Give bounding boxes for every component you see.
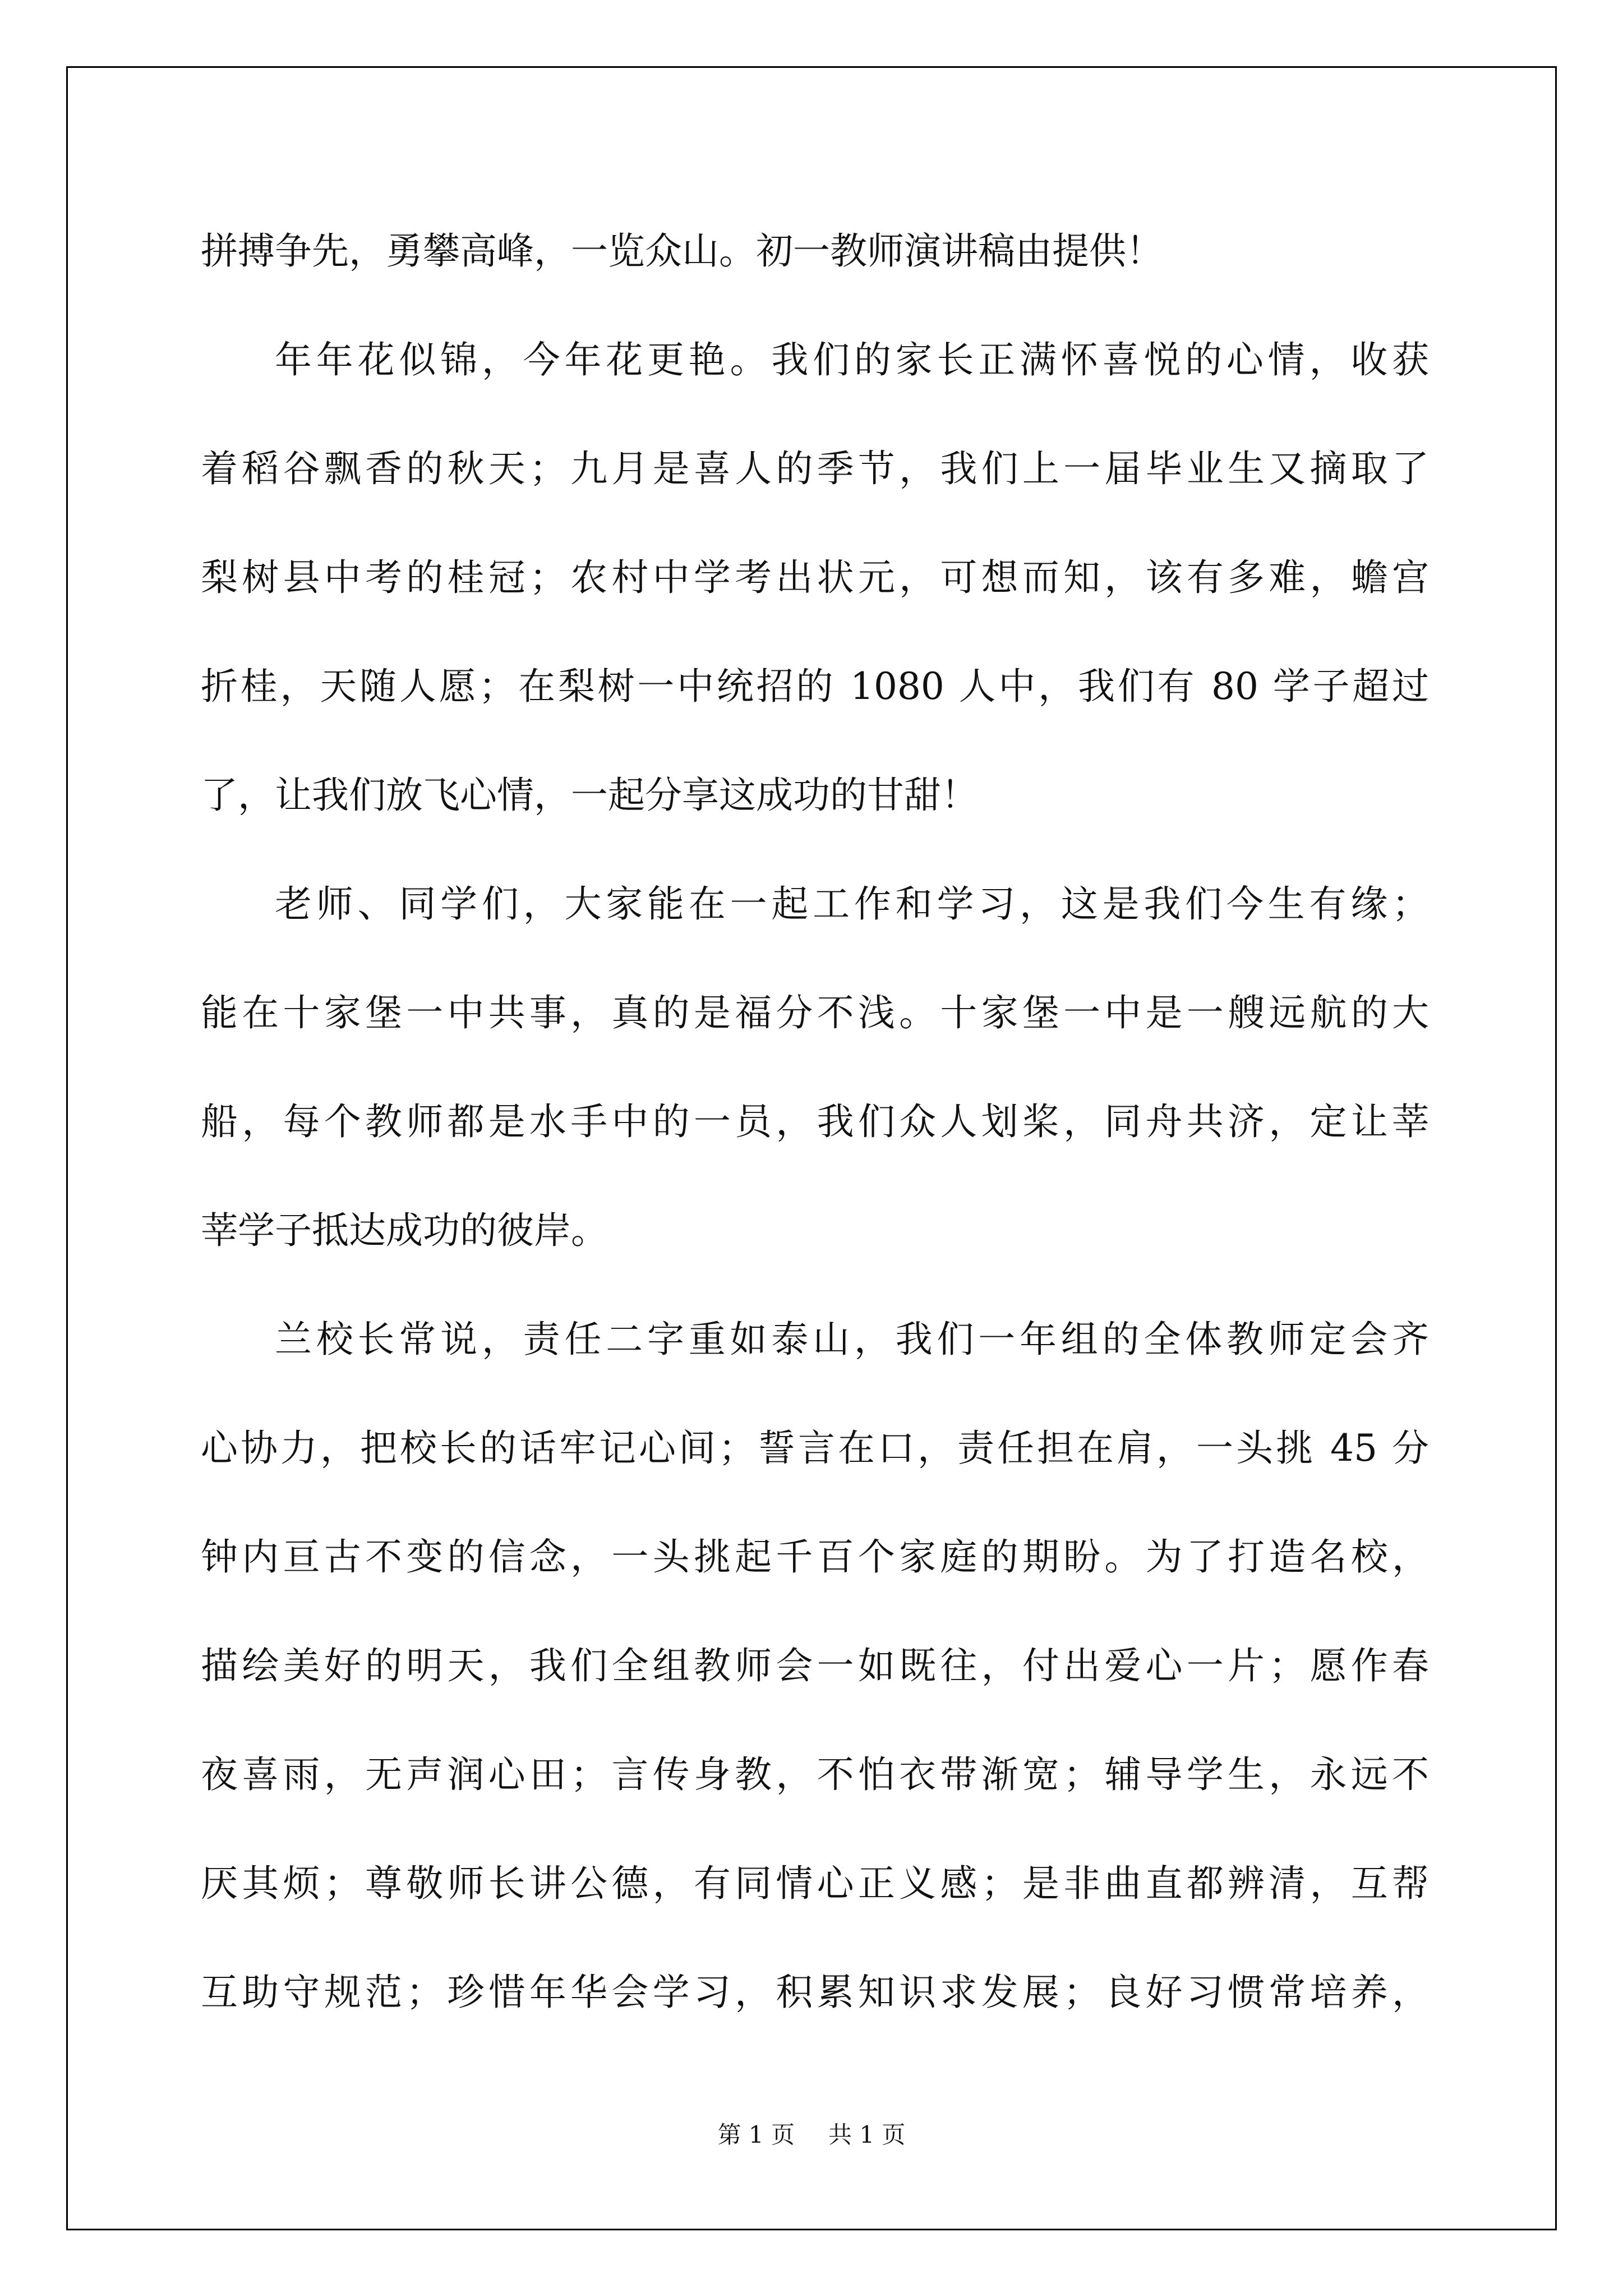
- text-line: 拼搏争先，勇攀高峰，一览众山。初一教师演讲稿由提供！: [201, 229, 1163, 273]
- page-number: 第 1 页: [717, 2121, 795, 2148]
- page-total: 共 1 页: [828, 2121, 906, 2148]
- text-line: 了，让我们放飞心情，一起分享这成功的甘甜！: [201, 774, 978, 817]
- text-line: 钟内亘古不变的信念，一头挑起千百个家庭的期盼。为了打造名校，: [201, 1535, 1429, 1579]
- text-line: 能在十家堡一中共事，真的是福分不浅。十家堡一中是一艘远航的大: [201, 991, 1429, 1034]
- text-line: 着稻谷飘香的秋天；九月是喜人的季节，我们上一届毕业生又摘取了: [201, 447, 1429, 490]
- text-line: 夜喜雨，无声润心田；言传身教，不怕衣带渐宽；辅导学生，永远不: [201, 1753, 1429, 1796]
- page-footer: [0, 2118, 1623, 2152]
- text-line: 心协力，把校长的话牢记心间；誓言在口，责任担在肩，一头挑 45 分: [201, 1427, 1429, 1470]
- paragraph-start-line: 兰校长常说，责任二字重如泰山，我们一年组的全体教师定会齐: [275, 1318, 1429, 1361]
- text-line: 船，每个教师都是水手中的一员，我们众人划桨，同舟共济，定让莘: [201, 1100, 1429, 1143]
- text-line: 互助守规范；珍惜年华会学习，积累知识求发展；良好习惯常培养，: [201, 1971, 1429, 2014]
- paragraph-start-line: 老师、同学们，大家能在一起工作和学习，这是我们今生有缘；: [275, 882, 1429, 926]
- text-line: 莘学子抵达成功的彼岸。: [201, 1209, 608, 1252]
- text-line: 厌其烦；尊敬师长讲公德，有同情心正义感；是非曲直都辨清，互帮: [201, 1862, 1429, 1905]
- text-line: 梨树县中考的桂冠；农村中学考出状元，可想而知，该有多难，蟾宫: [201, 556, 1429, 599]
- text-line: 描绘美好的明天，我们全组教师会一如既往，付出爱心一片；愿作春: [201, 1644, 1429, 1687]
- paragraph-start-line: 年年花似锦，今年花更艳。我们的家长正满怀喜悦的心情，收获: [275, 338, 1429, 381]
- text-line: 折桂，天随人愿；在梨树一中统招的 1080 人中，我们有 80 学子超过: [201, 665, 1429, 708]
